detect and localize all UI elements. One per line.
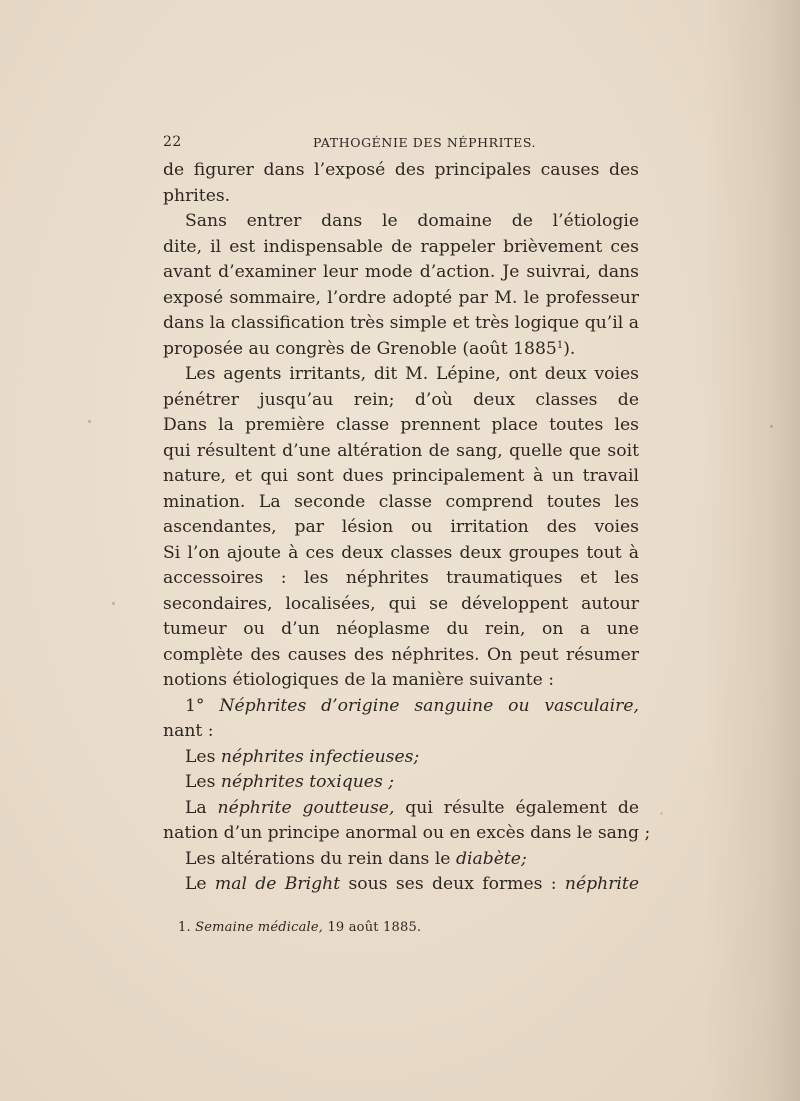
text-line — [163, 311, 639, 337]
italic-text: néphrites toxiques ; — [220, 772, 395, 792]
text-segment: nation d’un principe anormal ou en excès dans le sang ; — [163, 823, 651, 843]
text-line — [163, 668, 639, 694]
text-line — [163, 286, 639, 312]
text-segment: qui résultent d’une altération de sang, quelle que soit — [163, 440, 639, 461]
italic-text: Néphrites d’origine sanguine ou vasculaire, — [219, 695, 639, 716]
text-line — [163, 592, 639, 618]
text-segment: proposée au congrès de Grenoble (août 1885 — [163, 338, 557, 359]
text-line — [163, 464, 639, 490]
text-line — [163, 796, 639, 822]
text-line — [163, 439, 639, 465]
text-line — [163, 490, 639, 516]
text-line — [163, 515, 639, 541]
text-segment: Le — [185, 874, 215, 894]
text-line — [163, 158, 639, 184]
text-segment: Les agents irritants, dit M. Lépine, ont deux voies — [185, 364, 639, 384]
footnote-date: 19 août 1885. — [327, 920, 422, 935]
paper-speck — [770, 425, 773, 428]
text-line — [163, 337, 639, 363]
paper-speck — [88, 420, 91, 423]
italic-text: mal de Bright — [214, 874, 341, 894]
text-segment: dans la classification très simple et très logique qu’il a — [163, 313, 639, 333]
footnote-number: 1. — [178, 920, 191, 935]
running-title: PATHOGÉNIE DES NÉPHRITES. — [313, 135, 537, 150]
text-segment: qui résulte également de — [405, 797, 639, 818]
footnote — [178, 920, 421, 935]
text-line — [163, 388, 639, 414]
footnote-source: Semaine médicale, — [195, 920, 324, 935]
text-segment: Si l’on ajoute à ces deux classes deux groupes tout à — [163, 542, 639, 563]
text-line — [163, 617, 639, 643]
footnote-ref: 1 — [556, 339, 564, 351]
text-line — [163, 745, 639, 771]
text-line — [163, 260, 639, 286]
italic-text: diabète; — [455, 848, 527, 869]
text-line — [163, 362, 639, 388]
text-segment: Sans entrer dans le domaine de l’étiologie — [185, 211, 639, 231]
italic-text: néphrite goutteuse, — [217, 797, 395, 818]
text-segment: phrites. — [163, 185, 231, 206]
page-header — [163, 134, 639, 152]
text-segment: La — [185, 797, 218, 818]
text-segment: de figurer dans l’exposé des principales causes des — [163, 160, 639, 180]
text-segment: secondaires, localisées, qui se développent autour — [163, 593, 639, 614]
page-number: 22 — [163, 134, 182, 150]
text-segment: pénétrer jusqu’au rein; d’où deux classes de — [163, 389, 639, 410]
text-segment: Dans la première classe prennent place toutes les — [163, 415, 639, 435]
text-line — [163, 643, 639, 669]
italic-text: néphrite — [564, 874, 639, 894]
italic-text: néphrites infectieuses; — [220, 746, 420, 767]
text-segment: dite, il est indispensable de rappeler brièvement ces — [163, 236, 639, 257]
text-line — [163, 719, 639, 745]
text-segment: sous ses deux formes : — [340, 874, 565, 894]
text-line — [163, 413, 639, 439]
text-line — [163, 694, 639, 720]
text-line — [163, 847, 639, 873]
text-segment: complète des causes des néphrites. On peut résumer — [163, 644, 639, 665]
text-segment: accessoires : les néphrites traumatiques et les — [163, 568, 639, 588]
text-segment: nant : — [163, 721, 214, 741]
text-segment: ascendantes, par lésion ou irritation des voies — [163, 517, 639, 537]
text-segment: exposé sommaire, l’ordre adopté par M. le professeur — [163, 287, 639, 308]
text-segment: Les altérations du rein dans le — [185, 848, 456, 869]
text-segment: ). — [563, 338, 576, 359]
text-line — [163, 872, 639, 898]
text-line — [163, 209, 639, 235]
text-line — [163, 541, 639, 567]
text-segment: avant d’examiner leur mode d’action. Je suivrai, dans — [163, 262, 639, 282]
text-segment: 1° — [185, 695, 220, 716]
text-segment: tumeur ou d’un néoplasme du rein, on a une — [163, 619, 639, 639]
paper-speck — [660, 812, 663, 815]
text-segment: nature, et qui sont dues principalement à un travail — [163, 466, 639, 486]
text-segment: Les — [185, 772, 221, 792]
text-line — [163, 184, 639, 210]
text-line — [163, 235, 639, 261]
text-segment: Les — [185, 746, 221, 767]
text-line — [163, 770, 639, 796]
paper-speck — [112, 602, 115, 605]
text-line — [163, 566, 639, 592]
text-line — [163, 821, 651, 847]
body-text — [163, 158, 651, 898]
text-segment: notions étiologiques de la manière suivante : — [163, 670, 555, 690]
text-segment: mination. La seconde classe comprend toutes les — [163, 491, 639, 512]
